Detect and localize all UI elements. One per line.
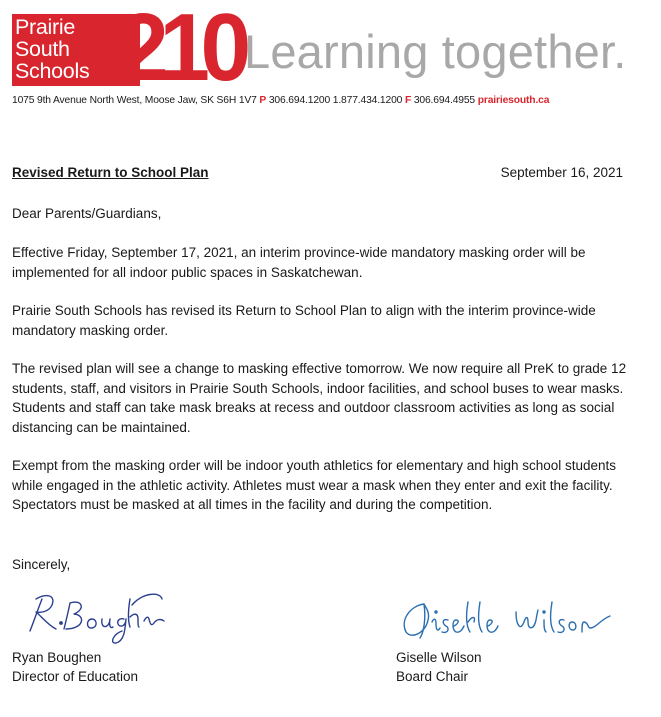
signature-ryan-boughen (12, 585, 172, 647)
greeting: Dear Parents/Guardians, (12, 206, 162, 221)
website-link[interactable]: prairiesouth.ca (477, 95, 550, 106)
logo-text-line-1: Prairie (15, 15, 76, 39)
paragraph-2: Prairie South Schools has revised its Return to School Plan to align with the interim province-wide mandatory masking order. (12, 303, 596, 338)
paragraph-1: Effective Friday, September 17, 2021, an interim province-wide mandatory masking order will be implemented for all indoor public spaces in Saskatchewan. (12, 245, 586, 280)
tagline: Learning together. (244, 25, 627, 78)
letterhead-address-line (12, 94, 549, 108)
closing: Sincerely, (12, 557, 71, 572)
phone-label: P (259, 95, 267, 106)
street-address: 1075 9th Avenue North West, Moose Jaw, SK S6H 1V7 (12, 95, 257, 106)
paragraph-4: Exempt from the masking order will be indoor youth athletics for elementary and high school students while engaged in the athletic activity. Athletes must wear a mask when they enter and exit the facility. Spectators must be masked at all times in the facility and during the competition. (12, 458, 617, 512)
letter-date: September 16, 2021 (500, 165, 623, 180)
signatory-name-2: Giselle Wilson (396, 650, 482, 665)
signatory-title-1: Director of Education (12, 669, 139, 684)
letter-subject: Revised Return to School Plan (12, 165, 209, 180)
logo-number: 210 (118, 0, 242, 101)
paragraph-3: The revised plan will see a change to masking effective tomorrow. We now require all PreK to grade 12 students, staff, and visitors in Prairie South Schools, indoor facilities, and school buses to wear masks. Students and staff can take mask breaks at recess and outdoor classroom activities as long as social distancing can be maintained. (12, 361, 627, 435)
logo-text-line-2: South (15, 37, 70, 61)
phone-numbers: 306.694.1200 1.877.434.1200 (268, 95, 403, 106)
fax-label: F (404, 95, 412, 106)
fax-number: 306.694.4955 (413, 95, 476, 106)
logo-text-line-3: Schools (15, 59, 90, 83)
signature-giselle-wilson (396, 592, 616, 644)
signatory-title-2: Board Chair (396, 669, 469, 684)
signatory-name-1: Ryan Boughen (12, 650, 102, 665)
